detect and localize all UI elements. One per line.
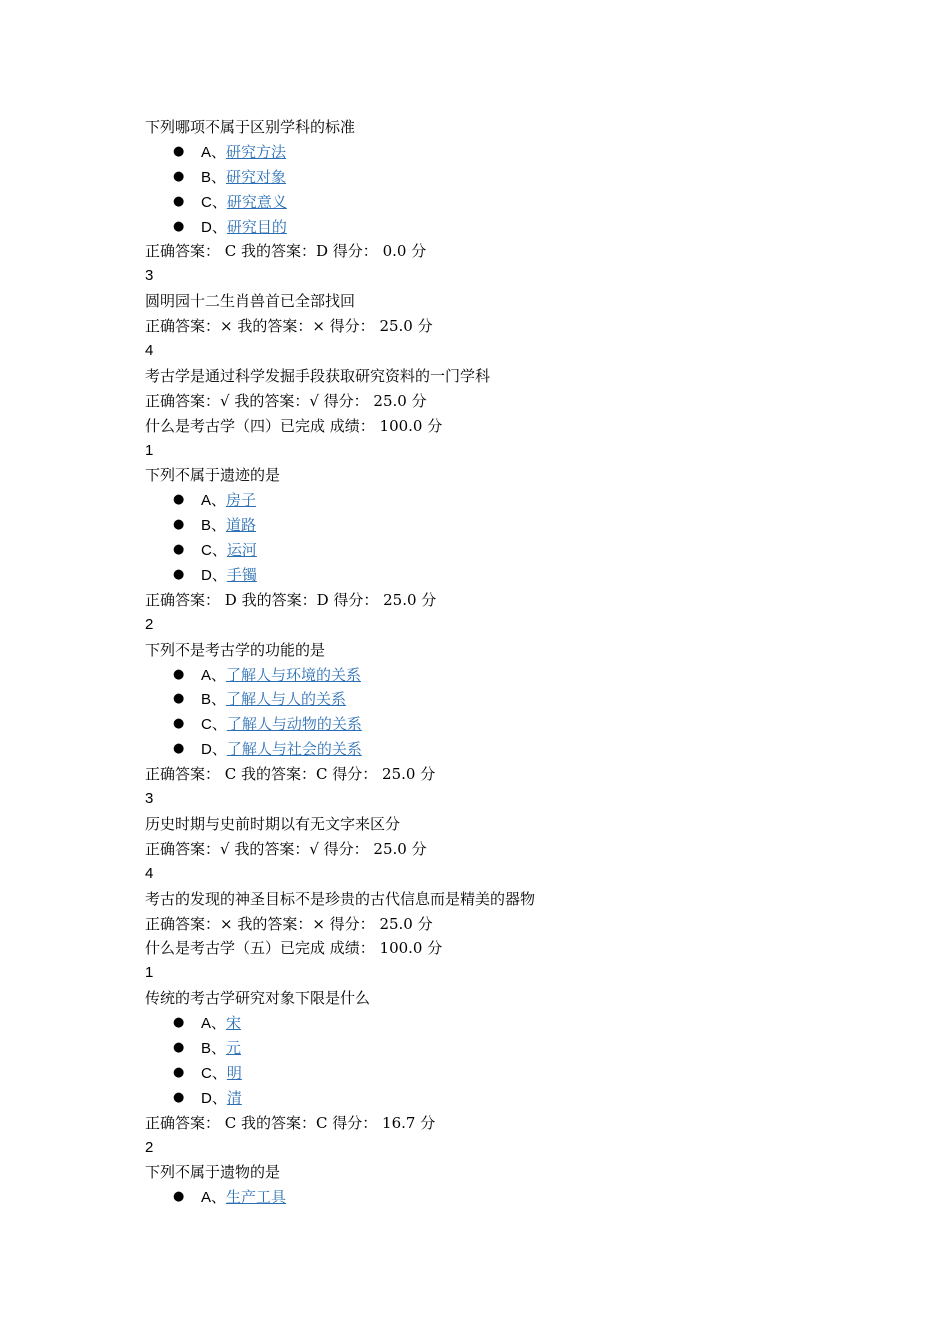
- option-letter: B、: [201, 1039, 227, 1057]
- answer-option: [145, 1036, 845, 1061]
- answer-option: [145, 687, 845, 712]
- question-number: 2: [145, 615, 154, 633]
- option-letter: D、: [201, 1089, 227, 1107]
- bullet-icon: ●: [173, 1039, 185, 1055]
- option-letter: D、: [201, 218, 227, 236]
- answer-option: [145, 165, 845, 190]
- question-text: 下列不属于遗迹的是: [145, 466, 281, 485]
- answer-option: [145, 563, 845, 588]
- answer-option: [145, 1185, 845, 1210]
- option-link[interactable]: 研究方法: [226, 142, 287, 161]
- option-link[interactable]: 房子: [226, 491, 257, 510]
- answer-option: [145, 140, 845, 165]
- option-link[interactable]: 清: [226, 1088, 242, 1107]
- question-number: 1: [145, 441, 154, 459]
- bullet-icon: ●: [173, 1015, 185, 1031]
- option-letter: C、: [201, 1064, 227, 1082]
- answer-option: [145, 538, 845, 563]
- option-link[interactable]: 了解人与环境的关系: [226, 665, 362, 684]
- question-number: 4: [145, 342, 154, 360]
- bullet-icon: ●: [173, 1064, 185, 1080]
- answer-summary: 正确答案： C 我的答案：C 得分： 16.7 分: [145, 1113, 436, 1132]
- option-letter: A、: [201, 666, 227, 684]
- option-link[interactable]: 运河: [226, 541, 257, 560]
- answer-summary: 正确答案：× 我的答案：× 得分： 25.0 分: [145, 317, 433, 336]
- option-link[interactable]: 宋: [226, 1014, 242, 1033]
- answer-summary: 正确答案： C 我的答案：D 得分： 0.0 分: [145, 242, 427, 261]
- answer-option: [145, 737, 845, 762]
- option-letter: B、: [201, 517, 227, 535]
- option-link[interactable]: 明: [226, 1063, 242, 1082]
- answer-summary: 正确答案：× 我的答案：× 得分： 25.0 分: [145, 914, 433, 933]
- answer-option: [145, 488, 845, 513]
- option-letter: D、: [201, 741, 227, 759]
- bullet-icon: ●: [173, 193, 185, 209]
- answer-option: [145, 1011, 845, 1036]
- question-number: 3: [145, 790, 154, 808]
- option-link[interactable]: 研究意义: [226, 192, 287, 211]
- section-header: 什么是考古学（四）已完成 成绩： 100.0 分: [145, 416, 443, 435]
- answer-option: [145, 712, 845, 737]
- bullet-icon: ●: [173, 691, 185, 707]
- bullet-icon: ●: [173, 1089, 185, 1105]
- question-text: 考古学是通过科学发掘手段获取研究资料的一门学科: [145, 366, 491, 385]
- bullet-icon: ●: [173, 1189, 185, 1205]
- option-link[interactable]: 了解人与社会的关系: [226, 740, 362, 759]
- answer-option: [145, 190, 845, 215]
- question-text: 下列哪项不属于区别学科的标准: [145, 118, 356, 136]
- question-text: 传统的考古学研究对象下限是什么: [145, 989, 371, 1008]
- bullet-icon: ●: [173, 716, 185, 732]
- option-link[interactable]: 道路: [226, 516, 257, 535]
- document-body: [145, 115, 845, 1210]
- bullet-icon: ●: [173, 168, 185, 184]
- option-link[interactable]: 了解人与动物的关系: [226, 715, 362, 734]
- answer-option: [145, 513, 845, 538]
- option-link[interactable]: 生产工具: [226, 1188, 287, 1207]
- option-link[interactable]: 手镯: [226, 566, 257, 585]
- answer-option: [145, 1061, 845, 1086]
- question-number: 2: [145, 1138, 154, 1156]
- answer-summary: 正确答案：√ 我的答案：√ 得分： 25.0 分: [145, 391, 427, 410]
- answer-option: [145, 663, 845, 688]
- answer-summary: 正确答案： C 我的答案：C 得分： 25.0 分: [145, 765, 436, 784]
- option-letter: A、: [201, 1015, 227, 1033]
- bullet-icon: ●: [173, 567, 185, 583]
- option-link[interactable]: 研究目的: [226, 217, 287, 236]
- bullet-icon: ●: [173, 517, 185, 533]
- option-link[interactable]: 研究对象: [226, 167, 287, 186]
- question-text: 考古的发现的神圣目标不是珍贵的古代信息而是精美的器物: [145, 889, 536, 908]
- bullet-icon: ●: [173, 143, 185, 159]
- option-letter: D、: [201, 567, 227, 585]
- option-letter: A、: [201, 1189, 227, 1207]
- question-text: 历史时期与史前时期以有无文字来区分: [145, 814, 401, 833]
- question-text: 下列不是考古学的功能的是: [145, 640, 326, 659]
- bullet-icon: ●: [173, 542, 185, 558]
- question-text: 下列不属于遗物的是: [145, 1163, 281, 1182]
- question-number: 3: [145, 267, 154, 285]
- answer-option: [145, 215, 845, 240]
- answer-summary: 正确答案：√ 我的答案：√ 得分： 25.0 分: [145, 839, 427, 858]
- option-letter: B、: [201, 168, 227, 186]
- bullet-icon: ●: [173, 492, 185, 508]
- option-letter: C、: [201, 716, 227, 734]
- option-letter: B、: [201, 691, 227, 709]
- option-letter: A、: [201, 492, 227, 510]
- option-letter: A、: [201, 143, 227, 161]
- answer-summary: 正确答案： D 我的答案：D 得分： 25.0 分: [145, 590, 437, 609]
- question-text: 圆明园十二生肖兽首已全部找回: [145, 292, 356, 311]
- option-letter: C、: [201, 542, 227, 560]
- question-number: 4: [145, 864, 154, 882]
- option-letter: C、: [201, 193, 227, 211]
- answer-option: [145, 1086, 845, 1111]
- bullet-icon: ●: [173, 741, 185, 757]
- bullet-icon: ●: [173, 666, 185, 682]
- option-link[interactable]: 了解人与人的关系: [226, 690, 347, 709]
- bullet-icon: ●: [173, 218, 185, 234]
- option-link[interactable]: 元: [226, 1038, 242, 1057]
- question-number: 1: [145, 964, 154, 982]
- section-header: 什么是考古学（五）已完成 成绩： 100.0 分: [145, 939, 443, 958]
